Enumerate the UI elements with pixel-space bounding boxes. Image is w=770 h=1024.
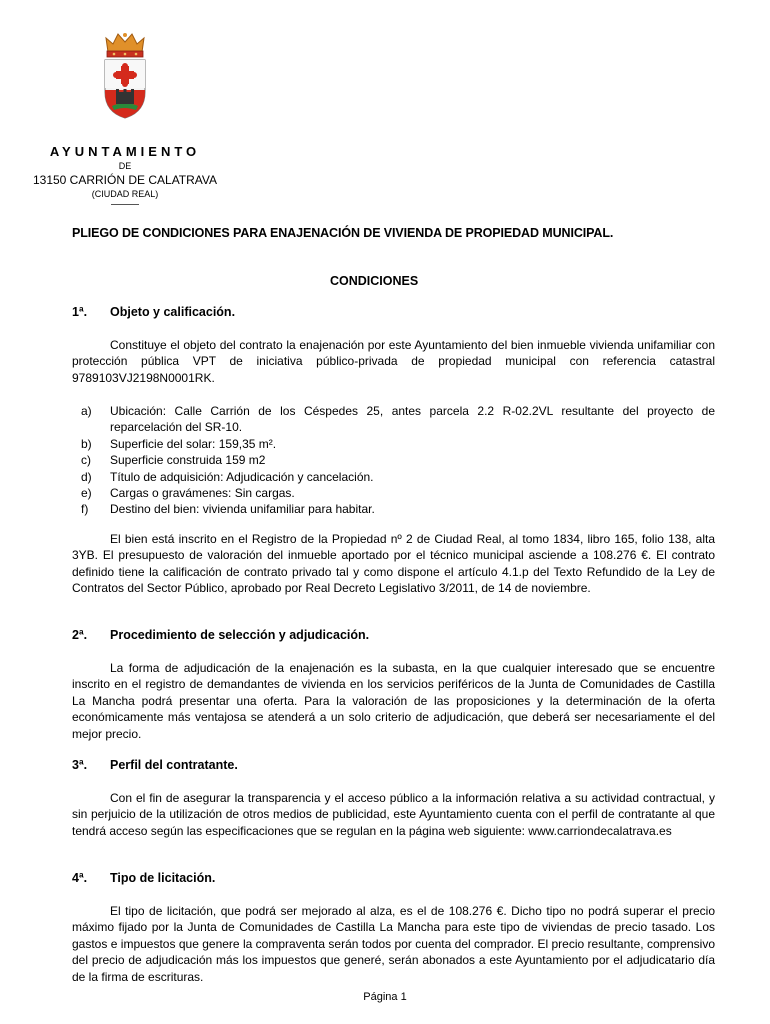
org-province: (CIUDAD REAL) bbox=[91, 189, 159, 199]
letterhead-divider bbox=[111, 204, 139, 205]
list-item: d) Título de adquisición: Adjudicación y cancelación. bbox=[81, 469, 374, 484]
conditions-heading: CONDICIONES bbox=[330, 274, 419, 288]
property-details-list bbox=[72, 403, 715, 518]
section-1-paragraph-1: Constituye el objeto del contrato la enajenación por este Ayuntamiento del bien inmueble vivienda unifamiliar con protección pública VPT de iniciativa público-privada de propiedad municipal con referencia catastral 9789103VJ2198N0001RK. bbox=[72, 338, 715, 385]
coat-of-arms-icon bbox=[100, 30, 150, 120]
page-number: Página 1 bbox=[363, 991, 407, 1003]
section-4-heading bbox=[72, 871, 215, 885]
section-number: 2ª. bbox=[72, 628, 88, 642]
section-1-heading bbox=[72, 305, 235, 319]
section-title: Procedimiento de selección y adjudicación. bbox=[110, 628, 370, 642]
list-item: c) Superficie construida 159 m2 bbox=[81, 453, 266, 468]
section-4-paragraph: El tipo de licitación, que podrá ser mejorado al alza, es el de 108.276 €. Dicho tipo no podrá superar el precio máximo fijado por la Junta de Comunidades de Castilla La Mancha para este tipo de viviendas de precio tasado. Los gastos e impuestos que genere la compraventa serán todos por cuenta del comprador. El precio resultante, comprensivo del precio de adjudicación más los impuestos que generé, serán abonados a este Ayuntamiento por el adjudicatario día de la firma de escrituras. bbox=[72, 904, 715, 984]
section-1-paragraph-2: El bien está inscrito en el Registro de la Propiedad nº 2 de Ciudad Real, al tomo 1834, libro 165, folio 138, alta 3YB. El presupuesto de valoración del inmueble aportado por el técnico municipal asciende a 108.276 €. El contrato definido tiene la calificación de contrato privado tal y como dispone el artículo 4.1.p del Texto Refundido de la Ley de Contratos del Sector Público, aprobado por Real Decreto Legislativo 3/2011, de 14 de noviembre. bbox=[72, 532, 715, 596]
list-item: e) Cargas o gravámenes: Sin cargas. bbox=[81, 486, 295, 501]
letterhead bbox=[20, 30, 230, 205]
list-item: f) Destino del bien: vivienda unifamiliar para habitar. bbox=[81, 502, 375, 517]
section-2-paragraph: La forma de adjudicación de la enajenación es la subasta, en la que cualquier interesado que se encuentre inscrito en el registro de demandantes de vivienda en los servicios periféricos de la Junta de Comunidades de Castilla La Mancha podrá presentar una oferta. Para la valoración de las proposiciones y la determinación de la oferta económicamente más ventajosa se atenderá a un solo criterio de adjudicación, que deberá ser necesariamente el del mejor precio. bbox=[72, 661, 715, 741]
section-title: Tipo de licitación. bbox=[110, 871, 216, 885]
section-2-heading bbox=[72, 628, 369, 642]
org-name: AYUNTAMIENTO bbox=[49, 144, 201, 159]
document-title: PLIEGO DE CONDICIONES PARA ENAJENACIÓN DE VIVIENDA DE PROPIEDAD MUNICIPAL. bbox=[72, 226, 614, 240]
section-number: 1ª. bbox=[72, 305, 88, 319]
org-town: 13150 CARRIÓN DE CALATRAVA bbox=[32, 173, 218, 187]
list-item: b) Superficie del solar: 159,35 m². bbox=[81, 436, 277, 451]
org-de: DE bbox=[118, 161, 132, 171]
section-title: Perfil del contratante. bbox=[110, 758, 238, 772]
list-item: a) Ubicación: Calle Carrión de los Céspedes 25, antes parcela 2.2 R-02.2VL resultante del proyecto de reparcelación del SR-10. bbox=[81, 404, 715, 435]
section-number: 4ª. bbox=[72, 871, 88, 885]
section-3-heading bbox=[72, 758, 238, 772]
section-title: Objeto y calificación. bbox=[110, 305, 236, 319]
section-3-paragraph: Con el fin de asegurar la transparencia y el acceso público a la información relativa a su actividad contractual, y sin perjuicio de la utilización de otros medios de publicidad, este Ayuntamiento cuenta con el perfil de contratante al que tendrá acceso según las especificaciones que se regulan en la página web siguiente: www.carriondecalatrava.es bbox=[72, 791, 715, 838]
section-number: 3ª. bbox=[72, 758, 88, 772]
